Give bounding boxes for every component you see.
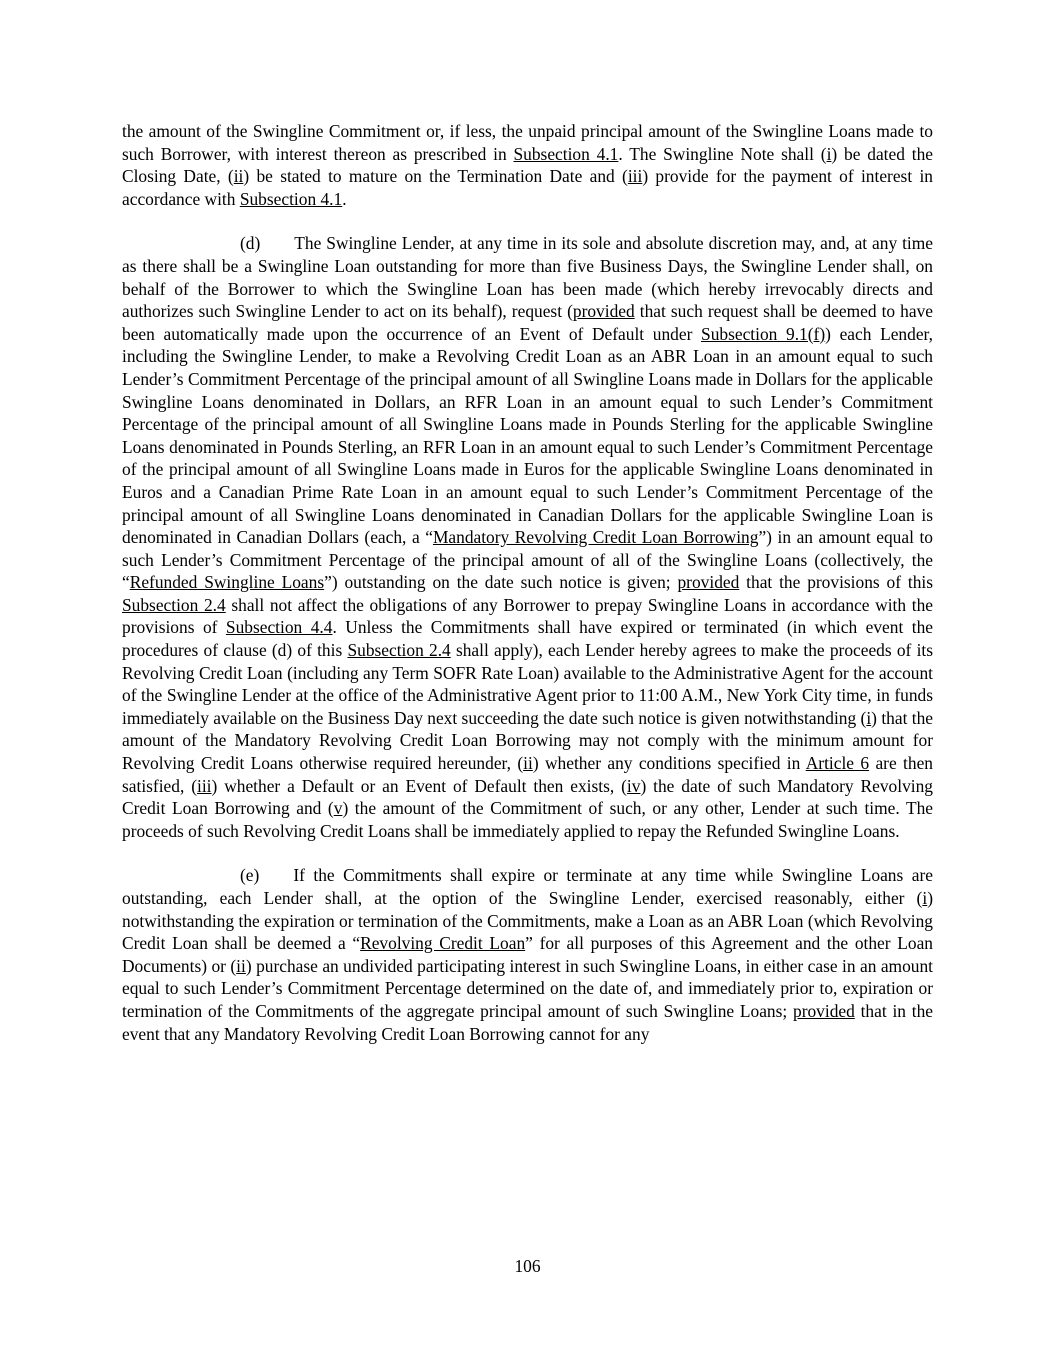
text-run: ”) in an amount equal to such Lender’s Commitment Percentage of the principal amount of all of the Swingline Loans (collectively, the “ [122, 527, 933, 593]
text-run: ) that the amount of the Mandatory Revolving Credit Loan Borrowing may not comply with the minimum amount for Revolving Credit Loans otherwise required hereunder, ( [122, 707, 933, 774]
defined-term: provided [793, 1000, 855, 1021]
defined-term: Revolving Credit Loan [360, 933, 526, 954]
defined-term: Subsection 4.4 [225, 617, 333, 638]
defined-term: provided [677, 572, 740, 593]
defined-term: ii [523, 753, 533, 774]
text-run: . [618, 143, 623, 164]
text-run: are then satisfied, ( [122, 753, 933, 796]
defined-term: iii [197, 775, 212, 796]
paragraph-label: (e) [240, 865, 260, 886]
text-run: If the Commitments shall expire or terminate at any time while Swingline Loans are outstanding, each Lender shall, at the option of the Swingline Lender, exercised reasonably, either ( [122, 865, 933, 908]
defined-term: iv [626, 775, 641, 796]
defined-term: provided [572, 301, 635, 322]
text-run: ” for all purposes of this Agreement and the other Loan Documents) or ( [122, 933, 933, 976]
text-run: ) whether any conditions specified in [532, 753, 806, 774]
text-run: ) be stated to mature on the Termination Date and ( [243, 166, 628, 187]
text-run: ) purchase an undivided participating interest in such Swingline Loans, in either case in an amount equal to such Lender’s Commitment Percentage determined on the date of, and immediately prior to, expiration or termination of the Commitments of the aggregate principal amount of such Swingline Loans; [122, 955, 933, 1021]
paragraph-label: (d) [240, 233, 261, 254]
text-run: ) whether a Default or an Event of Default then exists, ( [211, 775, 627, 796]
paragraph [122, 864, 933, 1045]
defined-term: Subsection 9.1(f) [701, 323, 826, 344]
defined-term: Subsection 4.1 [513, 143, 619, 164]
text-run: ) notwithstanding the expiration or termination of the Commitments, make a Loan as an ABR Loan (which Revolving Credit Loan shall be deemed a “ [122, 888, 933, 954]
text-run: ) the date of such Mandatory Revolving Credit Loan Borrowing and ( [122, 775, 933, 819]
page-number: 106 [514, 1256, 541, 1276]
text-run: ) provide for the payment of interest in accordance with [122, 166, 933, 209]
text-run: . Unless the Commitments shall have expired or terminated (in which event the procedures of clause (d) of this [122, 617, 933, 661]
text-run: The Swingline Lender, at any time in its sole and absolute discretion may, and, at any time as there shall be a Swingline Loan outstanding for more than five Business Days, the Swingline Lender shall, on behalf of the Borrower to which the Swingline Loan has been made (which hereby irrevocably directs and authorizes such Swingline Lender to act on its behalf), request ( [122, 233, 933, 322]
defined-term: Article 6 [805, 753, 870, 774]
defined-term: ii [236, 955, 246, 976]
defined-term: ii [233, 166, 244, 187]
text-run: shall apply), each Lender hereby agrees to make the proceeds of its Revolving Credit Loan (including any Term SOFR Rate Loan) available to the Administrative Agent for the account of the Swingline Lender at the office of the Administrative Agent prior to 11:00 A.M., New York City time, in funds immediately available on the Business Day next succeeding the date such notice is given notwithstanding ( [122, 640, 934, 728]
text-run: The Swingline Note shall ( [622, 143, 827, 164]
defined-term: iii [627, 166, 643, 187]
defined-term: Refunded Swingline Loans [129, 572, 325, 593]
defined-term: v [333, 798, 343, 819]
defined-term: i [866, 707, 872, 728]
text-run: ”) outstanding on the date such notice is given; [324, 572, 678, 593]
text-run: the amount of the Swingline Commitment or, if less, the unpaid principal amount of the Swingline Loans made to such Borrower, with interest thereon as prescribed in [122, 121, 933, 164]
paragraph [122, 232, 933, 842]
defined-term: i [922, 888, 928, 908]
text-run: shall not affect the obligations of any Borrower to prepay Swingline Loans in accordance with the provisions of [122, 594, 933, 638]
text-run: that such request shall be deemed to have been automatically made upon the occurrence of an Event of Default under [122, 301, 933, 344]
text-run: . [342, 188, 347, 209]
text-run: that in the event that any Mandatory Revolving Credit Loan Borrowing cannot for any [122, 1000, 933, 1044]
paragraph [122, 120, 933, 210]
defined-term: i [826, 143, 832, 164]
defined-term: Subsection 2.4 [122, 594, 226, 615]
defined-term: Mandatory Revolving Credit Loan Borrowing [432, 527, 759, 548]
page-body [122, 120, 933, 1045]
text-run: ) be dated the Closing Date, ( [122, 143, 933, 187]
defined-term: Subsection 2.4 [347, 640, 451, 661]
text-run: ) each Lender, including the Swingline Lender, to make a Revolving Credit Loan as an ABR Loan in an amount equal to such Lender’s Commitment Percentage of the principal amount of all Swingline Loans made in Dollars for the applicable Swingline Loans denominated in Dollars, an RFR Loan in an amount equal to such Lender’s Commitment Percentage of the principal amount of all Swingline Loans made in Pounds Sterling for the applicable Swingline Loans denominated in Pounds Sterling, an RFR Loan in an amount equal to such Lender’s Commitment Percentage of the principal amount of all Swingline Loans made in Euros for the applicable Swingline Loans denominated in Euros and a Canadian Prime Rate Loan in an amount equal to such Lender’s Commitment Percentage of the principal amount of all Swingline Loans denominated in Canadian Dollars for the applicable Swingline Loan is denominated in Canadian Dollars (each, a “ [122, 323, 933, 548]
text-run: ) the amount of the Commitment of such, or any other, Lender at such time. The proceeds of such Revolving Credit Loans shall be immediately applied to repay the Refunded Swingline Loans. [122, 798, 933, 841]
defined-term: Subsection 4.1 [239, 188, 343, 209]
text-run: that the provisions of this [739, 572, 933, 593]
